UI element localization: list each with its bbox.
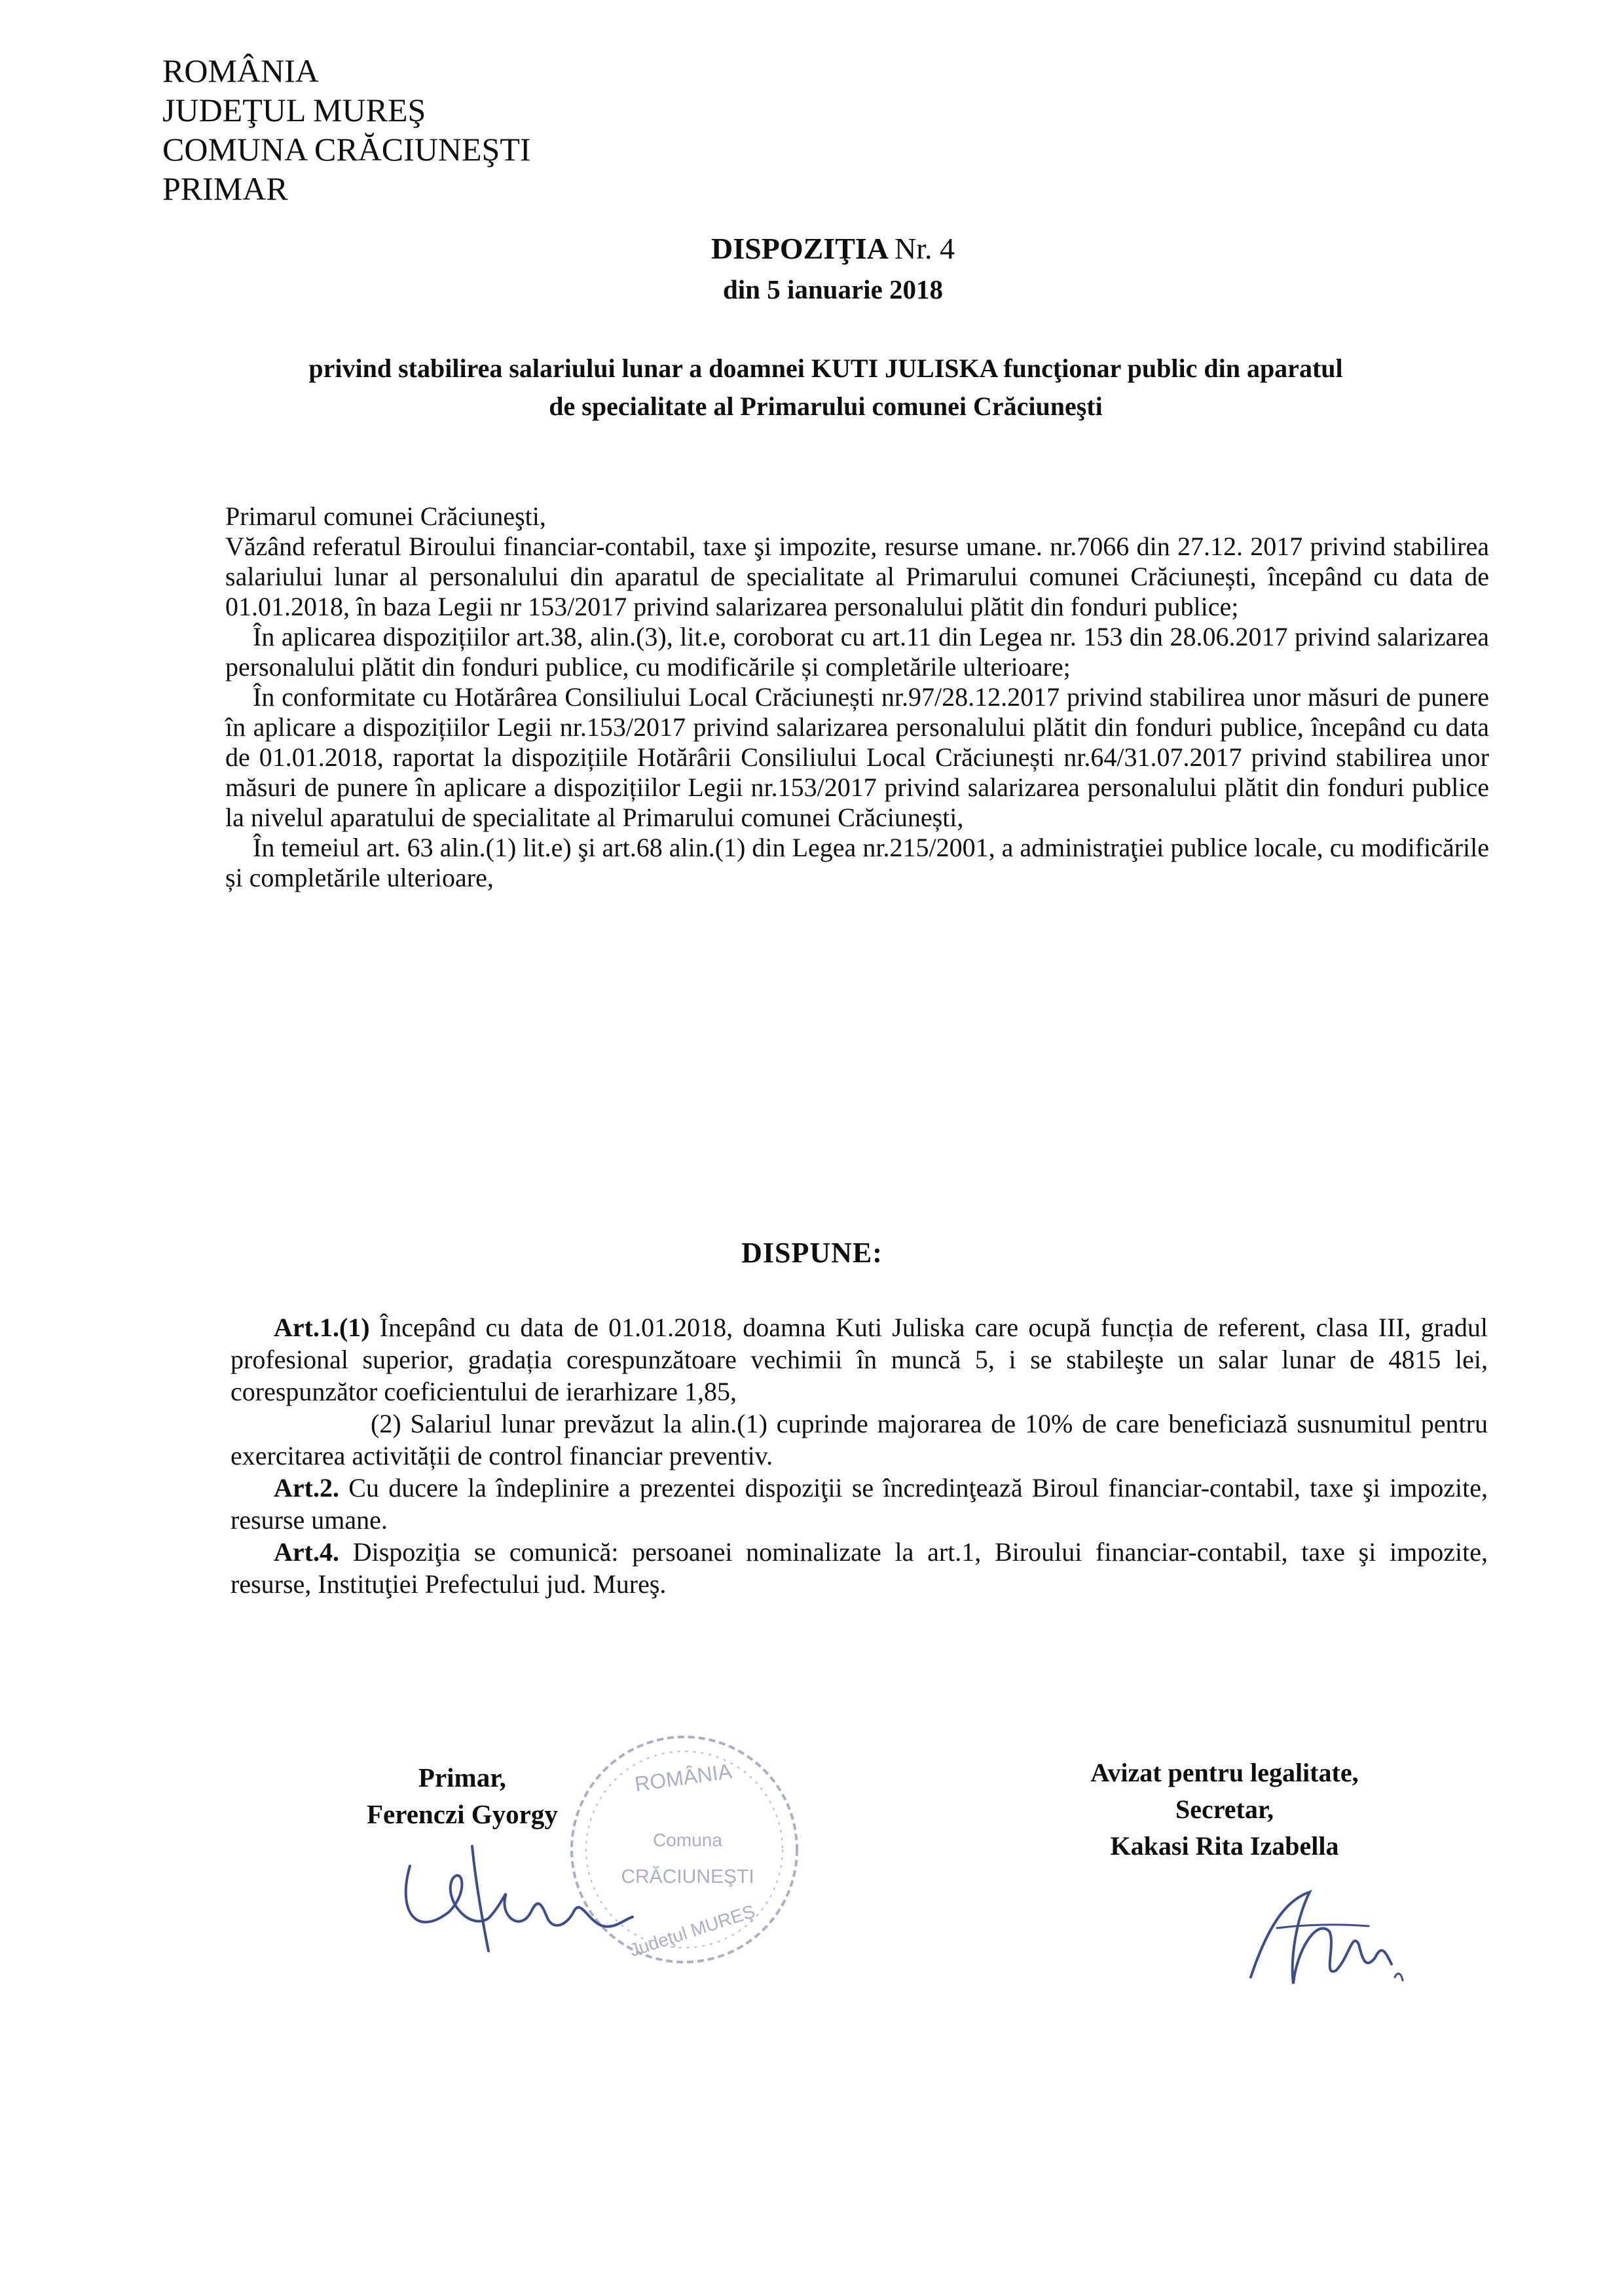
secretary-role: Secretar, xyxy=(1175,1795,1274,1824)
secretary-handwritten-signature xyxy=(1238,1879,1408,2003)
title-main xyxy=(0,230,1624,267)
secretary-name: Kakasi Rita Izabella xyxy=(1110,1831,1339,1861)
preamble-paragraph: Primarul comunei Crăciuneşti, xyxy=(225,501,546,531)
preamble xyxy=(225,501,1489,893)
article-1-label: Art.1.(1) xyxy=(274,1313,370,1342)
stamp-bottom-text: Judeţul MUREŞ xyxy=(627,1901,758,1961)
stamp-commune-name: CRĂCIUNEŞTI xyxy=(621,1866,754,1887)
subject-line-2: de specialitate al Primarului comunei Crăciuneşti xyxy=(549,392,1103,421)
article-1-paragraph-2: (2) Salariul lunar prevăzut la alin.(1) cuprinde majorarea de 10% de care beneficiază susnumitul pentru exercitarea activității de control financiar preventiv. xyxy=(231,1409,1488,1470)
mayor-role: Primar, xyxy=(418,1762,506,1793)
preamble-paragraph: Văzând referatul Biroului financiar-contabil, taxe şi impozite, resurse umane. nr.7066 din 27.12. 2017 privind stabilirea salariului lunar al personalului din aparatul de specialitate al Primarului comunei Crăciunești, începând cu data de 01.01.2018, în baza Legii nr 153/2017 privind salarizarea personalului plătit din fonduri publice; xyxy=(225,532,1489,621)
title-date: din 5 ianuarie 2018 xyxy=(722,274,944,304)
document-subject xyxy=(164,350,1488,426)
dispune-heading: DISPUNE: xyxy=(741,1237,883,1269)
document-title xyxy=(0,230,1624,308)
stamp-top-text: ROMÂNIA xyxy=(633,1758,733,1796)
stamp-commune-label: Comuna xyxy=(653,1830,722,1850)
title-prefix: DISPOZIŢIA xyxy=(711,232,887,265)
article-4-text: Dispoziţia se comunică: persoanei nominalizate la art.1, Biroului financiar-contabil, taxe şi impozite, resurse, Instituţiei Prefectului jud. Mureş. xyxy=(231,1537,1488,1599)
header-commune: COMUNA CRĂCIUNEŞTI xyxy=(162,131,531,168)
mayor-handwritten-signature xyxy=(390,1840,639,1958)
article-2 xyxy=(231,1472,1488,1536)
preamble-paragraph: În aplicarea dispozițiilor art.38, alin.(3), lit.e, coroborat cu art.11 din Legea nr. 153 din 28.06.2017 privind salarizarea personalului plătit din fonduri publice, cu modificările și completările ulterioare; xyxy=(225,622,1489,682)
article-2-text: Cu ducere la îndeplinire a prezentei dispoziţii se încredinţează Biroul financiar-contabil, taxe şi impozite, resurse umane. xyxy=(231,1473,1488,1535)
articles xyxy=(231,1311,1488,1600)
article-1 xyxy=(231,1311,1488,1408)
mayor-name: Ferenczi Gyorgy xyxy=(367,1799,558,1829)
secretary-endorsement: Avizat pentru legalitate, xyxy=(1090,1758,1359,1787)
issuer-header xyxy=(162,51,531,208)
header-office: PRIMAR xyxy=(162,170,288,207)
subject-line-1: privind stabilirea salariului lunar a doamnei KUTI JULISKA funcţionar public din aparatul xyxy=(308,354,1343,383)
header-country: ROMÂNIA xyxy=(162,52,319,89)
article-4 xyxy=(231,1536,1488,1600)
header-county: JUDEŢUL MUREŞ xyxy=(162,92,426,128)
article-2-label: Art.2. xyxy=(274,1473,339,1503)
secretary-signature-block xyxy=(1022,1755,1428,1865)
mayor-signature-block xyxy=(367,1759,558,1832)
article-4-label: Art.4. xyxy=(274,1537,339,1567)
title-number: Nr. 4 xyxy=(894,232,955,265)
preamble-paragraph: În conformitate cu Hotărârea Consiliului Local Crăciunești nr.97/28.12.2017 privind stabilirea unor măsuri de punere în aplicare a dispozițiilor Legii nr.153/2017 privind salarizarea personalului plătit din fonduri publice, începând cu data de 01.01.2018, raportat la dispozițiile Hotărârii Consiliului Local Crăciunești nr.64/31.07.2017 privind stabilirea unor măsuri de punere în aplicare a dispozițiilor Legii nr.153/2017 privind salarizarea personalului plătit din fonduri publice la nivelul aparatului de specialitate al Primarului comunei Crăciunești, xyxy=(225,682,1489,832)
article-1-text: Începând cu data de 01.01.2018, doamna Kuti Juliska care ocupă funcția de referent, clasa III, gradul profesional superior, gradația corespunzătoare vechimii în muncă 5, i se stabileşte un salar lunar de 4815 lei, corespunzător coeficientului de ierarhizare 1,85, xyxy=(231,1313,1488,1406)
preamble-paragraph: În temeiul art. 63 alin.(1) lit.e) şi art.68 alin.(1) din Legea nr.215/2001, a administraţiei publice locale, cu modificările și completările ulterioare, xyxy=(225,833,1489,892)
